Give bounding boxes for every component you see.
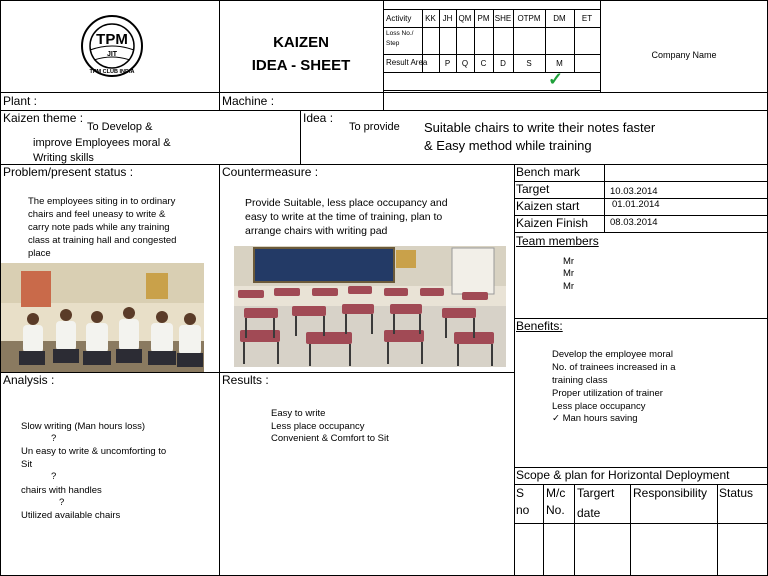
theme-label: Kaizen theme : — [3, 111, 84, 125]
scope-label: Scope & plan for Horizontal Deployment — [516, 468, 730, 482]
divider-v — [604, 164, 605, 232]
idea-line1: Suitable chairs to write their notes faster — [424, 120, 656, 135]
activity-et[interactable]: ET — [581, 13, 593, 23]
target-label: Target — [516, 182, 550, 196]
team-member: Mr — [563, 281, 575, 292]
benefit-line: No. of trainees increased in a — [552, 362, 676, 373]
scope-col-responsibility: Responsibility — [633, 486, 708, 500]
analysis-arrow: ? — [59, 497, 65, 508]
result-line: Convenient & Comfort to Sit — [271, 433, 389, 444]
problem-line: place — [28, 248, 51, 259]
analysis-line: Utilized available chairs — [21, 510, 121, 521]
result-q[interactable]: Q — [461, 58, 469, 68]
theme-line3: Writing skills — [33, 152, 94, 164]
kaizen-finish-label: Kaizen Finish — [516, 216, 589, 230]
divider-h — [514, 484, 768, 485]
theme-line1: To Develop & — [87, 121, 153, 133]
benefits-label: Benefits: — [516, 319, 563, 333]
scope-col-status: Status — [719, 486, 754, 500]
result-line: Less place occupancy — [271, 421, 365, 432]
divider-h — [0, 110, 768, 111]
analysis-label: Analysis : — [3, 373, 55, 387]
tpm-logo — [80, 14, 144, 78]
problem-line: class at training hall and congested — [28, 235, 177, 246]
benefit-line: training class — [552, 375, 608, 386]
team-member: Mr — [563, 268, 575, 279]
activity-otpm[interactable]: OTPM — [517, 13, 541, 23]
plant-label: Plant : — [3, 94, 38, 108]
result-d[interactable]: D — [500, 58, 506, 68]
activity-pm[interactable]: PM — [477, 13, 490, 23]
analysis-arrow: ? — [51, 433, 57, 444]
company-name: Company Name — [651, 50, 717, 60]
divider-v — [600, 0, 601, 92]
divider-h — [514, 523, 768, 524]
activity-she[interactable]: SHE — [494, 13, 512, 23]
team-members-label: Team members — [516, 234, 599, 248]
problem-label: Problem/present status : — [3, 165, 134, 179]
problem-photo — [1, 263, 204, 372]
title-line1: KAIZEN — [273, 34, 329, 51]
tpm-logo-emblem — [80, 14, 144, 78]
idea-label: Idea : — [303, 111, 334, 125]
divider-h — [514, 232, 768, 233]
scope-col-target: date — [577, 506, 601, 520]
divider-v — [543, 484, 544, 576]
divider-h — [383, 27, 600, 28]
activity-label: Activity — [386, 14, 412, 23]
divider-h — [0, 92, 768, 93]
divider-h — [514, 181, 768, 182]
activity-kk[interactable]: KK — [425, 13, 436, 23]
divider-v — [219, 92, 220, 110]
benefit-line: Develop the employee moral — [552, 349, 673, 360]
analysis-line: Sit — [21, 459, 33, 470]
team-member: Mr — [563, 256, 575, 267]
result-s[interactable]: S — [526, 58, 532, 68]
result-m[interactable]: M — [556, 58, 563, 68]
problem-line: carry note pads while any training — [28, 222, 170, 233]
logo-text: TPM — [96, 31, 128, 48]
kaizen-finish-value: 08.03.2014 — [610, 217, 658, 228]
frame-top — [0, 0, 768, 1]
idea-prefix: To provide — [349, 121, 400, 133]
results-label: Results : — [222, 373, 269, 387]
benefit-line: Proper utilization of trainer — [552, 388, 663, 399]
scope-col-mc: No. — [546, 503, 565, 517]
divider-v — [574, 484, 575, 576]
target-value: 10.03.2014 — [610, 186, 658, 197]
countermeasure-label: Countermeasure : — [222, 165, 319, 179]
title-line2: IDEA - SHEET — [251, 57, 351, 74]
analysis-arrow: ? — [51, 471, 57, 482]
loss-label-line1: Loss No./ — [386, 30, 414, 37]
benefit-line: ✓ Man hours saving — [552, 413, 638, 424]
scope-col-sno: S — [516, 486, 525, 500]
check-mark-icon: ✓ — [548, 69, 564, 89]
result-p[interactable]: P — [444, 58, 451, 68]
result-area-label: Result Area — [386, 58, 428, 67]
countermeasure-line: arrange chairs with writing pad — [245, 225, 388, 237]
countermeasure-line: easy to write at the time of training, plan to — [245, 211, 443, 223]
benefit-line: Less place occupancy — [552, 401, 646, 412]
result-line: Easy to write — [271, 408, 326, 419]
analysis-line: Un easy to write & uncomforting to — [21, 446, 167, 457]
scope-col-target: Targert — [577, 486, 615, 500]
divider-v — [383, 0, 384, 110]
activity-dm[interactable]: DM — [553, 13, 566, 23]
countermeasure-line: Provide Suitable, less place occupancy and — [245, 197, 448, 209]
analysis-line: Slow writing (Man hours loss) — [21, 421, 146, 432]
divider-v — [717, 484, 718, 576]
kaizen-start-value: 01.01.2014 — [612, 199, 660, 210]
result-c[interactable]: C — [480, 58, 487, 68]
kaizen-start-label: Kaizen start — [516, 199, 580, 213]
logo-ring-text: TPM CLUB INDIA — [89, 69, 135, 75]
divider-v — [300, 110, 301, 164]
divider-v — [514, 164, 515, 576]
countermeasure-photo — [234, 246, 506, 367]
divider-h — [383, 72, 600, 73]
problem-line: The employees siting in to ordinary — [28, 196, 176, 207]
loss-label-line2: Step — [386, 40, 400, 47]
problem-line: chairs and feel uneasy to write & — [28, 209, 166, 220]
logo-sub-text: JIT — [106, 51, 118, 58]
benchmark-label: Bench mark — [516, 165, 581, 179]
activity-jh[interactable]: JH — [442, 13, 453, 23]
divider-h — [383, 90, 600, 91]
idea-line2: & Easy method while training — [424, 138, 592, 153]
machine-label: Machine : — [222, 94, 275, 108]
activity-qm[interactable]: QM — [458, 13, 472, 23]
scope-col-mc: M/c — [546, 486, 566, 500]
divider-v — [630, 484, 631, 576]
divider-v — [219, 164, 220, 576]
scope-col-sno: no — [516, 503, 530, 517]
analysis-line: chairs with handles — [21, 485, 102, 496]
theme-line2: improve Employees moral & — [33, 137, 171, 149]
